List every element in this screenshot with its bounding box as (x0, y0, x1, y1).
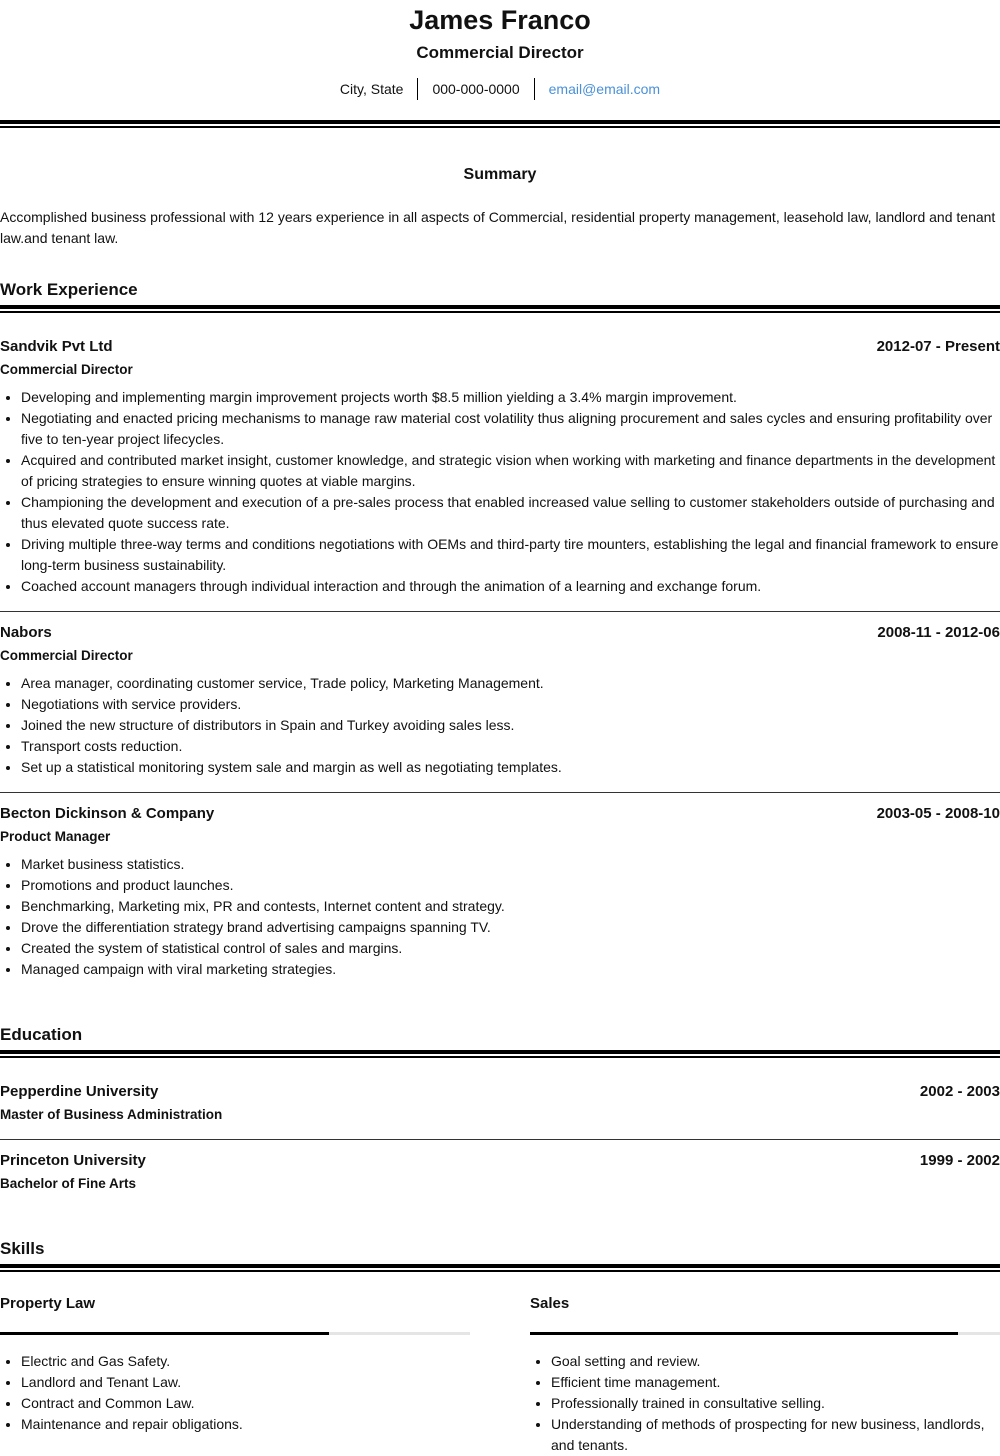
bullet-item: • Efficient time management. (551, 1372, 1000, 1393)
bullet-item: • Landlord and Tenant Law. (21, 1372, 470, 1393)
skill-level-bar (0, 1332, 470, 1335)
job-entry (0, 612, 1000, 792)
bullet-item: • Maintenance and repair obligations. (21, 1414, 470, 1435)
bullet-item: • Managed campaign with viral marketing strategies. (21, 959, 1000, 980)
job-header (0, 622, 1000, 643)
job-dates: 2003-05 - 2008-10 (876, 805, 1000, 822)
bullet-item: • Professionally trained in consultative selling. (551, 1393, 1000, 1414)
bullet-item: • Set up a statistical monitoring system sale and margin as well as negotiating templates. (21, 757, 1000, 778)
education-dates: 2002 - 2003 (919, 1083, 1000, 1100)
bullet-item: • Negotiations with service providers. (21, 694, 1000, 715)
bullet-item: • Driving multiple three-way terms and conditions negotiations with OEMs and third-party tire mounters, establishing the legal and financial framework to ensure long-term business sustainability. (21, 534, 1000, 576)
bullet-item: • Drove the differentiation strategy brand advertising campaigns spanning TV. (21, 917, 1000, 938)
education-header (0, 1150, 1000, 1171)
bullet-item: • Developing and implementing margin improvement projects worth $8.5 million yielding a 3.4% margin improvement. (21, 387, 1000, 408)
section-heading: Skills (0, 1239, 45, 1258)
phone: 000-000-0000 (432, 80, 520, 97)
section-heading: Education (0, 1025, 83, 1044)
section-heading: Work Experience (0, 280, 138, 299)
skills-section (0, 1238, 1000, 1456)
skill-name: Property Law (0, 1295, 96, 1312)
job-entry (0, 793, 1000, 994)
skill-entry (0, 1293, 470, 1456)
education-dates: 1999 - 2002 (919, 1152, 1000, 1169)
skill-name: Sales (530, 1295, 570, 1312)
email-link[interactable]: email@email.com (548, 80, 661, 97)
summary-text: Accomplished business professional with 12 years experience in all aspects of Commercial, residential property management, leasehold law, landlord and tenant law.and tenant law. (0, 209, 996, 246)
job-role: Product Manager (0, 829, 111, 844)
bullet-item: • Area manager, coordinating customer service, Trade policy, Marketing Management. (21, 673, 1000, 694)
header-divider (0, 120, 1000, 127)
degree: Bachelor of Fine Arts (0, 1176, 137, 1191)
work-experience-section (0, 279, 1000, 994)
bullet-item: • Championing the development and execution of a pre-sales process that enabled increased value selling to customer stakeholders outside of purchasing and thus elevated quote success rate. (21, 492, 1000, 534)
company-name: Nabors (0, 624, 52, 641)
bullet-item: • Joined the new structure of distributors in Spain and Turkey avoiding sales less. (21, 715, 1000, 736)
bullet-item: • Transport costs reduction. (21, 736, 1000, 757)
job-entry (0, 312, 1000, 611)
job-role: Commercial Director (0, 648, 133, 663)
job-dates: 2008-11 - 2012-06 (877, 624, 1000, 641)
resume-header (0, 0, 1000, 100)
job-header (0, 803, 1000, 824)
candidate-name: James Franco (409, 5, 591, 35)
skill-level-bar (530, 1332, 1000, 1335)
job-dates: 2012-07 - Present (876, 338, 1000, 355)
job-role: Commercial Director (0, 362, 133, 377)
bullet-item: • Coached account managers through individual interaction and through the animation of a learning and exchange forum. (21, 576, 1000, 597)
education-section (0, 1024, 1000, 1208)
company-name: Sandvik Pvt Ltd (0, 338, 113, 355)
bullet-item: • Promotions and product launches. (21, 875, 1000, 896)
bullet-item: • Goal setting and review. (551, 1351, 1000, 1372)
job-bullets (0, 854, 1000, 980)
education-header (0, 1081, 1000, 1102)
section-divider (0, 305, 1000, 312)
bullet-item: • Market business statistics. (21, 854, 1000, 875)
bullet-item: • Understanding of methods of prospecting for new business, landlords, and tenants. (551, 1414, 1000, 1456)
bullet-item: • Acquired and contributed market insight, customer knowledge, and strategic vision when working with marketing and finance departments in the development of pricing strategies to ensure winning quotes at viable margins. (21, 450, 1000, 492)
job-header (0, 336, 1000, 357)
summary-heading: Summary (463, 166, 537, 183)
job-bullets (0, 387, 1000, 597)
education-entry (0, 1140, 1000, 1208)
skill-bullets (0, 1351, 470, 1435)
bullet-item: • Electric and Gas Safety. (21, 1351, 470, 1372)
school-name: Pepperdine University (0, 1083, 159, 1100)
education-entry (0, 1057, 1000, 1139)
skill-level-fill (530, 1332, 958, 1335)
bullet-item: • Benchmarking, Marketing mix, PR and contests, Internet content and strategy. (21, 896, 1000, 917)
location: City, State (339, 80, 404, 97)
school-name: Princeton University (0, 1152, 146, 1169)
company-name: Becton Dickinson & Company (0, 805, 215, 822)
candidate-title: Commercial Director (416, 43, 584, 62)
skill-entry (530, 1293, 1000, 1456)
skill-level-fill (0, 1332, 329, 1335)
bullet-item: • Created the system of statistical control of sales and margins. (21, 938, 1000, 959)
contact-info (0, 78, 1000, 100)
bullet-item: • Contract and Common Law. (21, 1393, 470, 1414)
section-divider (0, 1264, 1000, 1271)
bullet-item: • Negotiating and enacted pricing mechanisms to manage raw material cost volatility thus aligning procurement and sales cycles and ensuring profitability over five to ten-year project lifecycles. (21, 408, 1000, 450)
job-bullets (0, 673, 1000, 778)
degree: Master of Business Administration (0, 1107, 223, 1122)
skill-bullets (530, 1351, 1000, 1456)
section-divider (0, 1050, 1000, 1057)
